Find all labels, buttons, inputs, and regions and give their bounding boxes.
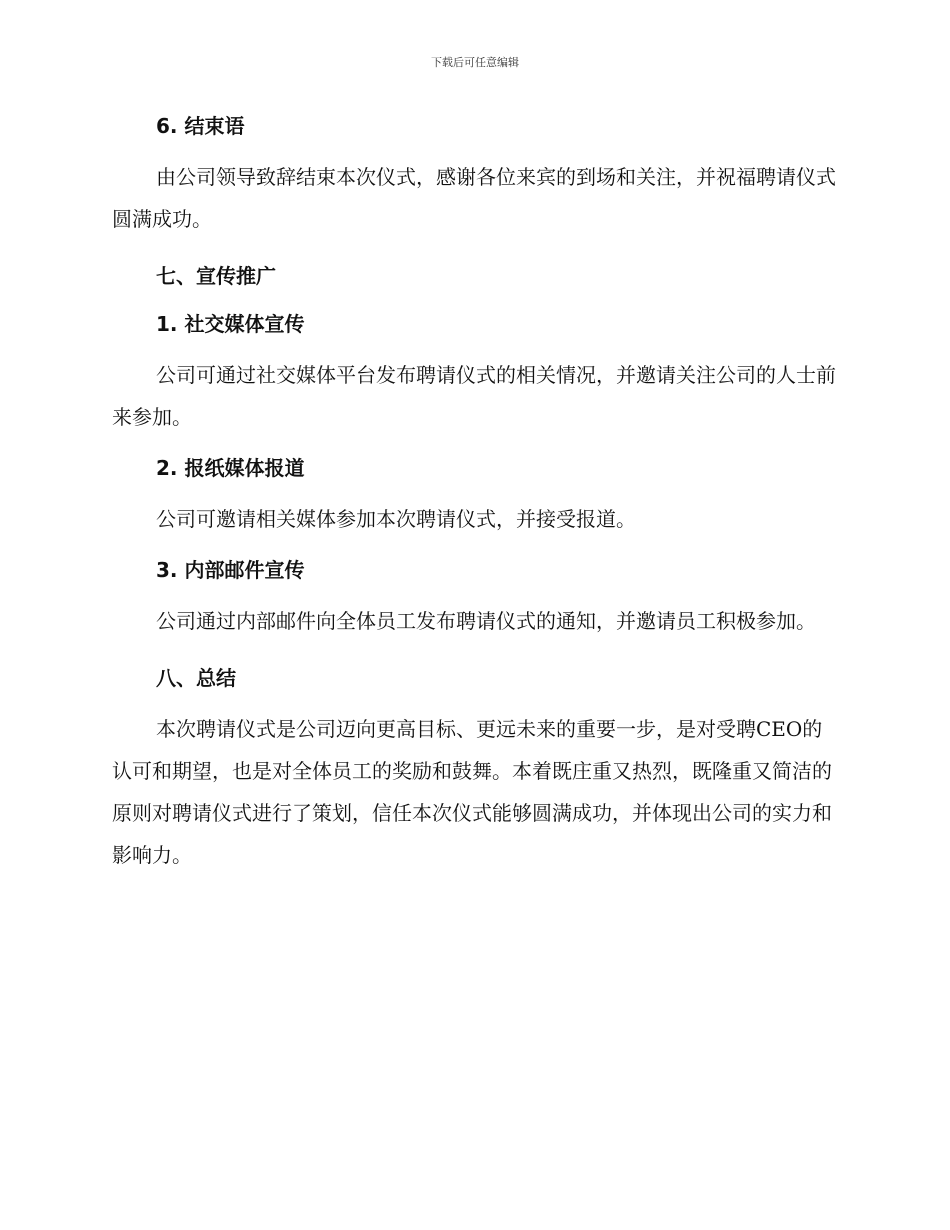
social-media-paragraph: 公司可通过社交媒体平台发布聘请仪式的相关情况，并邀请关注公司的人士前来参加。 xyxy=(112,363,836,429)
internal-email-heading: 3. 内部邮件宣传 xyxy=(156,558,305,582)
summary-heading: 八、总结 xyxy=(156,666,236,690)
summary-paragraph: 本次聘请仪式是公司迈向更高目标、更远未来的重要一步，是对受聘CEO的认可和期望，也是对全体员工的奖励和鼓舞。本着既庄重又热烈，既隆重又简洁的原则对聘请仪式进行了策划，信任本次仪式能够圆满成功，并体现出公司的实力和影响力。 xyxy=(112,717,832,867)
page-header: 下载后可任意编辑 xyxy=(431,56,519,69)
closing-heading: 6. 结束语 xyxy=(156,114,245,138)
newspaper-paragraph: 公司可邀请相关媒体参加本次聘请仪式，并接受报道。 xyxy=(156,507,636,531)
closing-paragraph: 由公司领导致辞结束本次仪式，感谢各位来宾的到场和关注，并祝福聘请仪式圆满成功。 xyxy=(112,165,836,231)
internal-email-paragraph: 公司通过内部邮件向全体员工发布聘请仪式的通知，并邀请员工积极参加。 xyxy=(156,609,816,633)
newspaper-heading: 2. 报纸媒体报道 xyxy=(156,456,305,480)
promo-heading: 七、宣传推广 xyxy=(156,264,276,288)
document-body xyxy=(112,108,838,876)
social-media-heading: 1. 社交媒体宣传 xyxy=(156,312,305,336)
